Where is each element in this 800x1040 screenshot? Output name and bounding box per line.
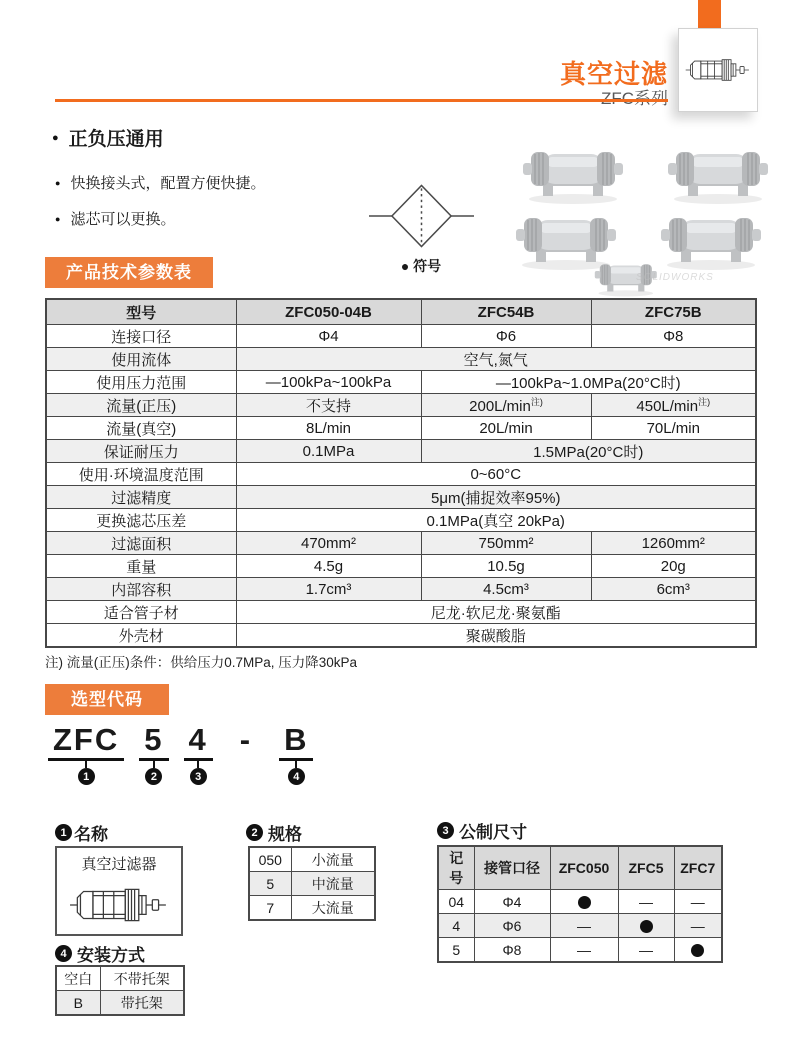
spec-cell: 0.1MPa <box>236 440 421 463</box>
circle-number: 4 <box>55 945 72 962</box>
filter-line-drawing-icon <box>69 882 169 928</box>
spec-row-label: 过滤精度 <box>46 486 236 509</box>
table-cell <box>550 890 618 914</box>
table-row <box>249 896 375 921</box>
code-segment: B <box>279 724 313 761</box>
section-banner-specs: 产品技术参数表 <box>45 257 213 288</box>
spec-cell: 空气,氮气 <box>236 348 756 371</box>
table-row <box>438 890 722 914</box>
table-cell: 大流量 <box>291 896 375 921</box>
column-header: ZFC5 <box>618 846 674 890</box>
filter-symbol-diagram <box>369 174 474 258</box>
table-cell: Φ6 <box>474 914 550 938</box>
dot-marker <box>691 944 704 957</box>
circle-number: 1 <box>78 768 95 785</box>
spec-row <box>46 371 756 394</box>
series-label <box>601 84 668 109</box>
code-segment: 4 <box>184 724 213 761</box>
product-name: 真空过滤器 <box>81 856 157 873</box>
product-thumbnail-card <box>678 28 758 112</box>
table-cell <box>618 914 674 938</box>
spec-cell: 4.5g <box>236 555 421 578</box>
spec-row-label: 更换滤芯压差 <box>46 509 236 532</box>
order-code-row <box>48 724 313 785</box>
table-row <box>438 938 722 963</box>
feature-item <box>55 208 175 229</box>
table-cell: 4 <box>438 914 474 938</box>
spec-cell: $200L/\min^{注)}$ <box>421 394 591 417</box>
tick <box>153 761 155 768</box>
spec-cell: $450L/\min^{注)}$ <box>591 394 756 417</box>
table-row <box>249 872 375 896</box>
table-cell: Φ8 <box>474 938 550 963</box>
spec-cell: Φ6 <box>421 325 591 348</box>
code-segment: - <box>239 722 253 757</box>
spec-cell: —100kPa~1.0MPa(20°C时) <box>421 371 756 394</box>
code-part <box>184 724 213 785</box>
table-cell: — <box>550 938 618 963</box>
code-part <box>48 724 124 785</box>
header-row <box>438 846 722 890</box>
block-title-text: 规格 <box>268 825 302 844</box>
spec-cell: 1.5MPa(20°C时) <box>421 440 756 463</box>
block-title-name <box>55 820 108 845</box>
table-cell: 不带托架 <box>100 966 184 991</box>
spec-cell: 20L/min <box>421 417 591 440</box>
table-row <box>56 991 184 1016</box>
feature-item-text: 快换接头式，配置方便快捷。 <box>70 175 266 192</box>
table-cell: 中流量 <box>291 872 375 896</box>
table-cell: — <box>674 914 722 938</box>
block-title-metric <box>437 818 527 843</box>
dot-marker <box>578 896 591 909</box>
circle-number: 3 <box>437 822 454 839</box>
code-part <box>139 724 168 785</box>
spec-cell: 8L/min <box>236 417 421 440</box>
spec-header-row <box>46 299 756 325</box>
spec-cell: —100kPa~100kPa <box>236 371 421 394</box>
spec-row-label: 外壳材 <box>46 624 236 648</box>
spec-cell: 聚碳酸脂 <box>236 624 756 648</box>
spec-row <box>46 555 756 578</box>
block-title-mount <box>55 941 145 966</box>
table-cell: 04 <box>438 890 474 914</box>
spec-column-header: ZFC54B <box>421 299 591 325</box>
symbol-caption: ● 符号 <box>400 258 442 274</box>
spec-cell: 6cm³ <box>591 578 756 601</box>
spec-column-header: 型号 <box>46 299 236 325</box>
spec-cell: 750mm² <box>421 532 591 555</box>
tick <box>197 761 199 768</box>
filter-line-drawing-icon <box>685 54 751 86</box>
spec-row <box>46 394 756 417</box>
spec-cell: Φ4 <box>236 325 421 348</box>
spec-cell: 470mm² <box>236 532 421 555</box>
spec-row <box>46 440 756 463</box>
spec-row-label: 适合管子材 <box>46 601 236 624</box>
code-part <box>235 724 257 758</box>
column-header: ZFC050 <box>550 846 618 890</box>
spec-row <box>46 624 756 648</box>
header-divider <box>55 99 668 102</box>
table-cell: — <box>618 890 674 914</box>
spec-cell: 70L/min <box>591 417 756 440</box>
table-cell: 7 <box>249 896 291 921</box>
spec-cell: 尼龙·软尼龙·聚氨酯 <box>236 601 756 624</box>
feature-item-text: 滤芯可以更换。 <box>70 211 176 228</box>
circle-number: 1 <box>55 824 72 841</box>
dot-marker <box>640 920 653 933</box>
name-box <box>55 846 183 936</box>
mount-table <box>55 965 185 1016</box>
spec-row-label: 内部容积 <box>46 578 236 601</box>
table-cell: — <box>674 890 722 914</box>
circle-number: 2 <box>145 768 162 785</box>
bullet-icon: ● <box>55 213 61 224</box>
watermark: SOLIDWORKS <box>636 272 714 283</box>
table-cell: 5 <box>249 872 291 896</box>
spec-row-label: 连接口径 <box>46 325 236 348</box>
table-cell: — <box>618 938 674 963</box>
spec-row <box>46 509 756 532</box>
page-title: 真空过滤 <box>559 59 668 89</box>
circle-number: 2 <box>246 824 263 841</box>
table-cell <box>674 938 722 963</box>
table-row <box>56 966 184 991</box>
flow-spec-table <box>248 846 376 921</box>
block-title-text: 名称 <box>74 825 108 844</box>
block-title-text: 安装方式 <box>77 946 145 965</box>
spec-cell: 20g <box>591 555 756 578</box>
spec-cell: 1.7cm³ <box>236 578 421 601</box>
metric-size-table <box>437 845 723 963</box>
block-title-text: 公制尺寸 <box>459 823 527 842</box>
table-cell: 5 <box>438 938 474 963</box>
code-segment: 5 <box>139 724 168 761</box>
spec-cell: 不支持 <box>236 394 421 417</box>
spec-row <box>46 348 756 371</box>
feature-headline <box>52 124 164 151</box>
spec-row <box>46 601 756 624</box>
spec-cell: 0.1MPa(真空 20kPa) <box>236 509 756 532</box>
table-row <box>438 914 722 938</box>
spec-row <box>46 532 756 555</box>
circle-number: 4 <box>288 768 305 785</box>
table-cell: — <box>550 914 618 938</box>
column-header: ZFC7 <box>674 846 722 890</box>
table-cell: B <box>56 991 100 1016</box>
spec-row-label: 过滤面积 <box>46 532 236 555</box>
feature-item <box>55 172 265 193</box>
code-part <box>279 724 313 785</box>
spec-cell: 4.5cm³ <box>421 578 591 601</box>
tick <box>85 761 87 768</box>
feature-headline-text: 正负压通用 <box>68 129 164 150</box>
bullet-icon: ● <box>52 131 59 144</box>
spec-row <box>46 486 756 509</box>
spec-row-label: 保证耐压力 <box>46 440 236 463</box>
code-segment: ZFC <box>48 724 124 761</box>
footnote-marker: 注) <box>698 397 711 407</box>
table-cell: 小流量 <box>291 847 375 872</box>
spec-row <box>46 325 756 348</box>
spec-row-label: 流量(正压) <box>46 394 236 417</box>
spec-cell: 1260mm² <box>591 532 756 555</box>
spec-row-label: 使用·环境温度范围 <box>46 463 236 486</box>
spec-column-header: ZFC75B <box>591 299 756 325</box>
spec-row <box>46 417 756 440</box>
section-banner-ordering: 选型代码 <box>45 684 169 715</box>
spec-cell: Φ8 <box>591 325 756 348</box>
spec-table <box>45 298 757 648</box>
table-cell: 空白 <box>56 966 100 991</box>
tick <box>295 761 297 768</box>
spec-cell: 10.5g <box>421 555 591 578</box>
spec-row <box>46 463 756 486</box>
spec-cell: 0~60°C <box>236 463 756 486</box>
spec-row-label: 流量(真空) <box>46 417 236 440</box>
spec-cell: 5μm(捕捉效率95%) <box>236 486 756 509</box>
table-footnote: 注) 流量(正压)条件：供给压力0.7MPa, 压力降30kPa <box>45 655 358 670</box>
table-cell: 带托架 <box>100 991 184 1016</box>
table-row <box>249 847 375 872</box>
spec-row <box>46 578 756 601</box>
spec-column-header: ZFC050-04B <box>236 299 421 325</box>
spec-row-label: 重量 <box>46 555 236 578</box>
circle-number: 3 <box>190 768 207 785</box>
block-title-spec <box>246 820 302 845</box>
footnote-marker: 注) <box>530 397 543 407</box>
table-cell: Φ4 <box>474 890 550 914</box>
column-header: 接管口径 <box>474 846 550 890</box>
bullet-icon: ● <box>55 177 61 188</box>
spec-row-label: 使用流体 <box>46 348 236 371</box>
table-cell: 050 <box>249 847 291 872</box>
spec-row-label: 使用压力范围 <box>46 371 236 394</box>
column-header: 记号 <box>438 846 474 890</box>
